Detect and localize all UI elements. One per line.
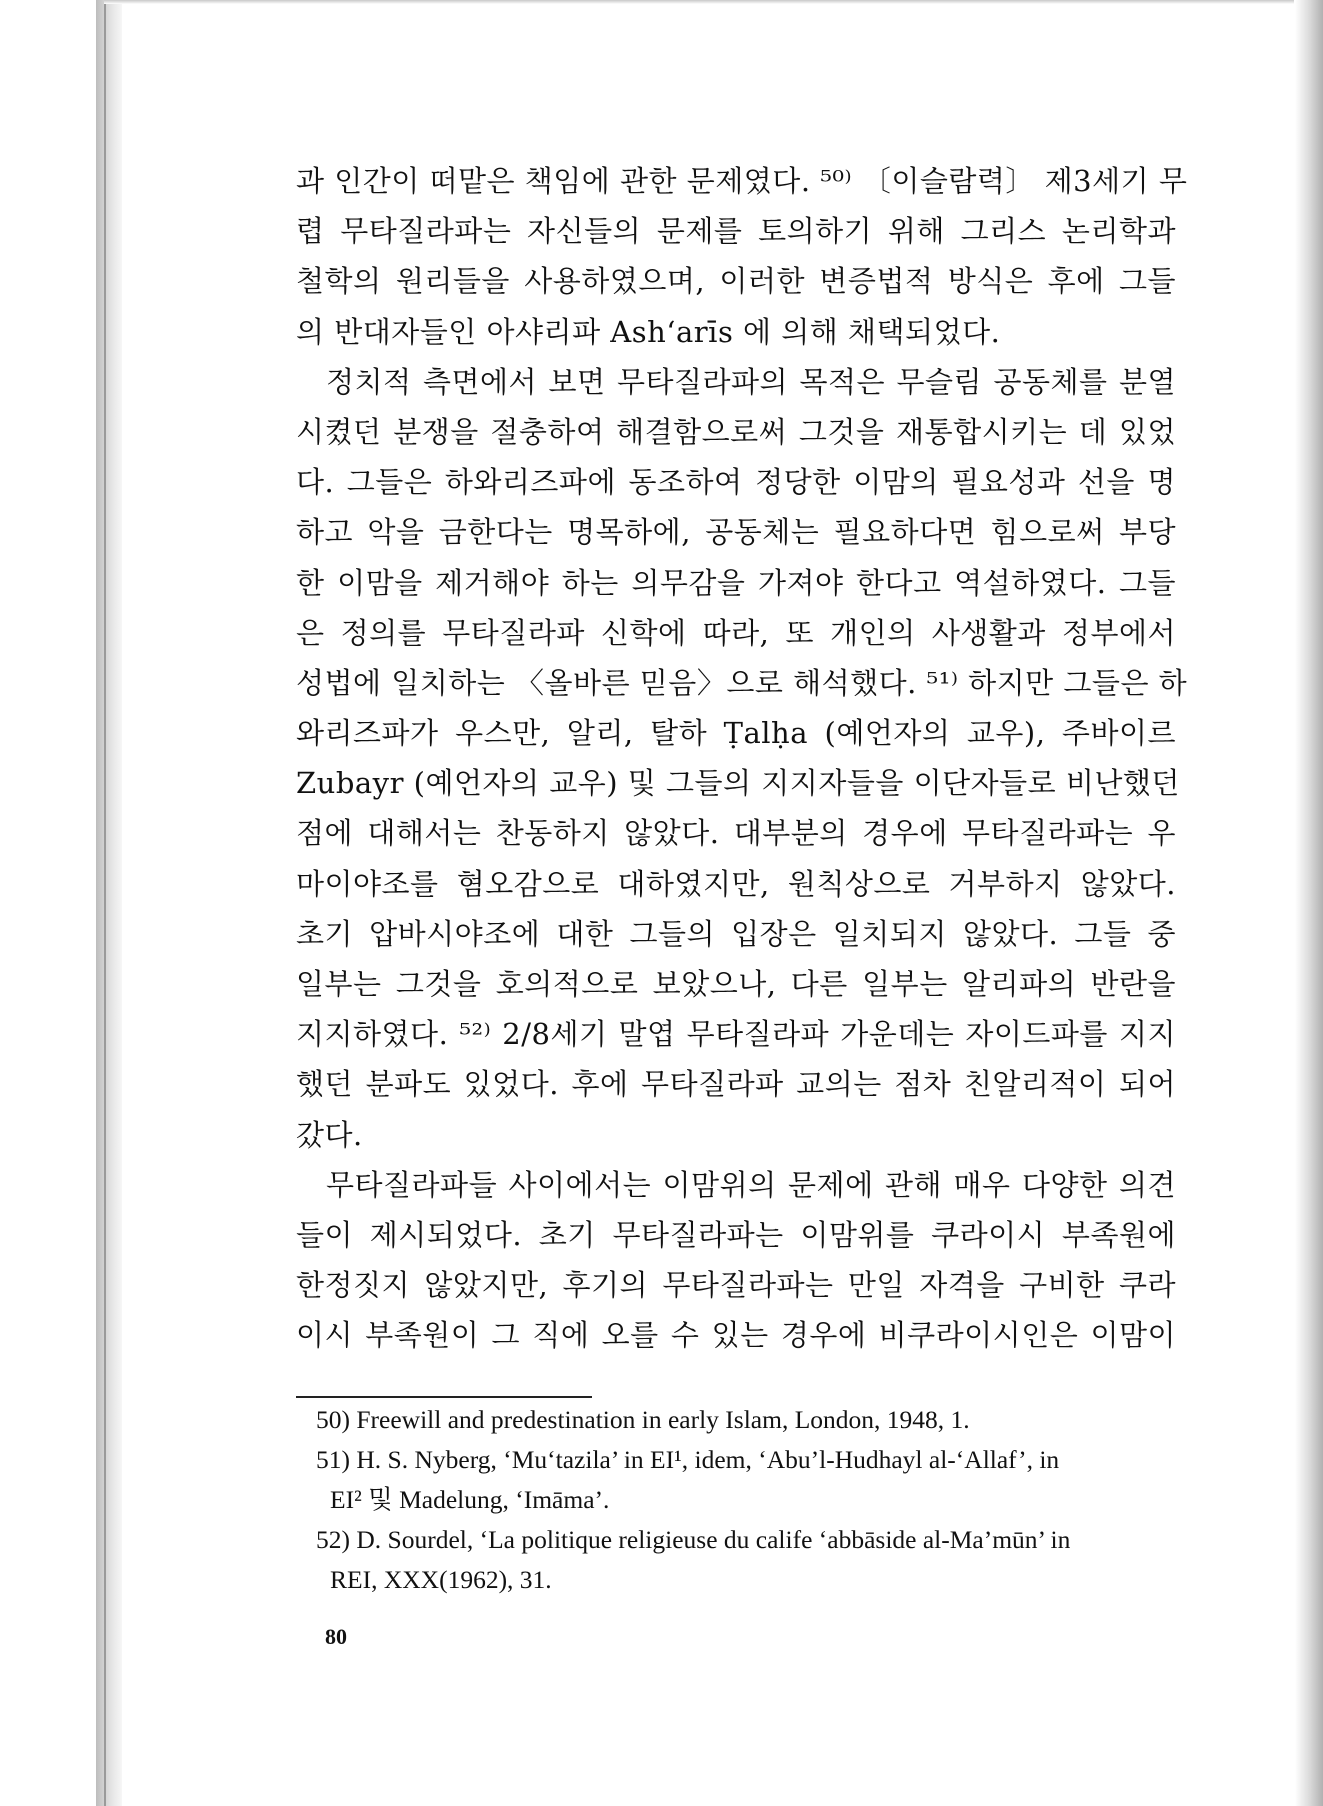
body-text	[296, 156, 1188, 1361]
body-line-13: Zubayr (예언자의 교우) 및 그들의 지지자들을 이단자들로 비난했던	[296, 766, 1180, 801]
body-line-19: 했던 분파도 있었다. 후에 무타질라파 교의는 점차 친알리적이 되어	[296, 1067, 1176, 1102]
footnote-52: 52) D. Sourdel, ‘La politique religieuse du calife ‘abbāside al-Ma’mūn’ in	[316, 1525, 1071, 1554]
body-line-23: 한정짓지 않았지만, 후기의 무타질라파는 만일 자격을 구비한 쿠라	[296, 1268, 1176, 1303]
body-line-2: 렵 무타질라파는 자신들의 문제를 토의하기 위해 그리스 논리학과	[296, 214, 1176, 249]
footnote-52-continued: REI, XXX(1962), 31.	[330, 1565, 552, 1594]
body-line-3: 철학의 원리들을 사용하였으며, 이러한 변증법적 방식은 후에 그들	[296, 264, 1176, 299]
footnote-50: 50) Freewill and predestination in early Islam, London, 1948, 1.	[316, 1405, 970, 1434]
body-line-16: 초기 압바시야조에 대한 그들의 입장은 일치되지 않았다. 그들 중	[296, 916, 1176, 951]
body-line-7: 다. 그들은 하와리즈파에 동조하여 정당한 이맘의 필요성과 선을 명	[296, 465, 1176, 500]
body-line-1: 과 인간이 떠맡은 책임에 관한 문제였다. ⁵⁰⁾ 〔이슬람력〕 제3세기 무	[296, 164, 1188, 198]
body-line-21: 무타질라파들 사이에서는 이맘위의 문제에 관해 매우 다양한 의견	[326, 1167, 1176, 1202]
body-line-5: 정치적 측면에서 보면 무타질라파의 목적은 무슬림 공동체를 분열	[326, 364, 1176, 399]
footnote-divider	[296, 1396, 592, 1398]
footnote-51-continued: EI² 및 Madelung, ‘Imāma’.	[330, 1485, 610, 1514]
body-line-10: 은 정의를 무타질라파 신학에 따라, 또 개인의 사생활과 정부에서	[296, 615, 1176, 650]
footnote-51: 51) H. S. Nyberg, ‘Mu‘tazila’ in EI¹, idem, ‘Abu’l-Hudhayl al-‘Allaf’, in	[316, 1445, 1060, 1474]
page-left-edge	[104, 0, 106, 1806]
page-top-edge	[104, 0, 1294, 4]
body-line-11: 성법에 일치하는 〈올바른 믿음〉으로 해석했다. ⁵¹⁾ 하지만 그들은 하	[296, 665, 1188, 700]
page-left-gutter-shadow	[96, 0, 122, 1806]
body-line-18: 지지하였다. ⁵²⁾ 2/8세기 말엽 무타질라파 가운데는 자이드파를 지지	[296, 1017, 1176, 1052]
body-line-9: 한 이맘을 제거해야 하는 의무감을 가져야 한다고 역설하였다. 그들	[296, 565, 1176, 600]
body-line-20: 갔다.	[296, 1117, 363, 1152]
body-line-22: 들이 제시되었다. 초기 무타질라파는 이맘위를 쿠라이시 부족원에	[296, 1217, 1176, 1252]
body-line-15: 마이야조를 혐오감으로 대하였지만, 원칙상으로 거부하지 않았다.	[296, 866, 1176, 901]
body-line-8: 하고 악을 금한다는 명목하에, 공동체는 필요하다면 힘으로써 부당	[296, 515, 1176, 550]
body-line-4: 의 반대자들인 아샤리파 Ash‘arīs 에 의해 채택되었다.	[296, 314, 1001, 349]
body-line-17: 일부는 그것을 호의적으로 보았으나, 다른 일부는 알리파의 반란을	[296, 967, 1176, 1001]
page-number: 80	[325, 1624, 347, 1649]
footnotes	[316, 1400, 1176, 1600]
body-line-12: 와리즈파가 우스만, 알리, 탈하 Ṭalḥa (예언자의 교우), 주바이르	[296, 716, 1176, 751]
body-line-6: 시켰던 분쟁을 절충하여 해결함으로써 그것을 재통합시키는 데 있었	[296, 414, 1176, 449]
body-line-14: 점에 대해서는 찬동하지 않았다. 대부분의 경우에 무타질라파는 우	[296, 816, 1176, 851]
body-line-24: 이시 부족원이 그 직에 오를 수 있는 경우에 비쿠라이시인은 이맘이	[296, 1318, 1176, 1353]
page-right-edge-shadow	[1295, 0, 1323, 1806]
